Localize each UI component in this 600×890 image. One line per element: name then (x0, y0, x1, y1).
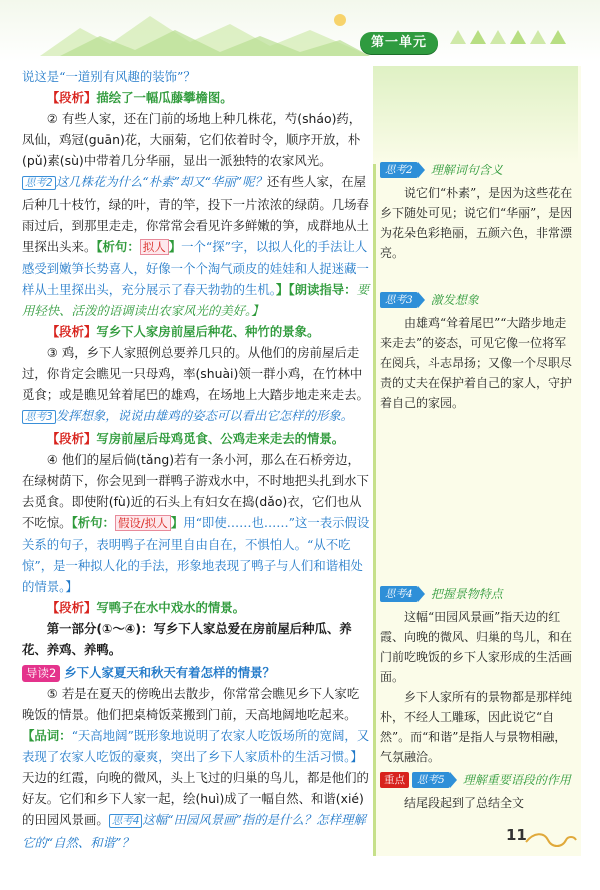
triangle-decoration-icon (450, 30, 466, 44)
mountain-decoration-icon (40, 6, 370, 56)
key-point-tag: 重点 (380, 772, 409, 788)
note-think-5: 重点 思考5 理解重要语段的作用 结尾段起到了总结全文 (380, 770, 575, 813)
guide-2-badge: 导读2 (22, 665, 60, 682)
triangle-decoration-icon (530, 30, 546, 44)
arrow-icon (418, 292, 425, 308)
think-4-box: 思考4 (109, 814, 143, 828)
think-3-box: 思考3 (22, 410, 56, 424)
paragraph-2: ② 有些人家，还在门前的场地上种几株花，芍(sháo)药，凤仙，鸡冠(guān)花，大丽菊，它们依着时令，顺序开放，朴(pǔ)素(sù)中带着几分华丽，显出一派独特的农家风光。 (22, 111, 362, 168)
rhetoric-tag: 假设/拟人 (115, 515, 171, 531)
think-3-tag: 思考3 (380, 292, 418, 308)
paragraph-5: ④ 他们的屋后倘(tǎng)若有一条小河，那么在石桥旁边，在绿树荫下，你会见到一群鸭子游戏水中，不时地把头扎到水下去觅食。即使附(fù)近的石头上有妇女在捣(dǎo)衣，它们也从不吃惊。【析句： 假设/拟人 】用“即使……也……”这一表示假设关系的句子，表明鸭子在河里自由自在，不惧怕人。“从不吃惊”，是一种拟人化的手法，形象地表现了鸭子与人们和谐相处的情景。】 (22, 452, 370, 594)
unit-badge: 第一单元 (360, 32, 438, 54)
note-think-2: 思考2 理解词句含义 说它们“朴素”，是因为这些花在乡下随处可见；说它们“华丽”，是因为花朵色彩艳丽，五颜六色，非常漂亮。 (380, 163, 573, 260)
arrow-icon (450, 772, 457, 788)
paragraph-analysis: 【段析】写乡下人家房前屋后种花、种竹的景象。 (46, 324, 320, 339)
note-think-4: 思考4 把握景物特点 这幅“田园风景画”指天边的红霞、向晚的微风、归巢的鸟儿，和在门前吃晚饭的乡下人家形成的生活画面。 乡下人家所有的景物都是那样纯朴，不经人工雕琢，因此说它“自然”。而“和谐”是指人与景物相融，气氛融洽。 (380, 587, 573, 764)
paragraph-3: 思考2 这几株花为什么“朴素”却又“华丽”呢？还有些人家，在屋后种几十枝竹，绿的叶，青的竿，投下一片浓浓的绿荫。几场春雨过后，到那里走走，你常常会看见许多鲜嫩的笋，成群地从土里探出头来。【析句： 拟人 】一个“探”字，以拟人化的手法让人感受到嫩笋长势喜人，好像一个个淘气顽皮的娃娃和人捉迷藏一样从土里探出头，充分展示了春天勃勃的生机。】【朗读指导：要用轻快、活泼的语调读出农家风光的美好。】 (22, 174, 369, 318)
swirl-decoration-icon (524, 830, 580, 850)
guide-question: 导读2 乡下人家夏天和秋天有着怎样的情景？ (22, 662, 370, 683)
paragraph-4: ③ 鸡，乡下人家照例总要养几只的。从他们的房前屋后走过，你肯定会瞧见一只母鸡，率(shuài)领一群小鸡，在竹林中觅食；或是瞧见耸着尾巴的雄鸡，在场地上大踏步地走来走去。思考3 发挥想象，说说由雄鸡的姿态可以看出它怎样的形象。 (22, 345, 369, 423)
page-number: 11 (506, 826, 527, 844)
note-think-3: 思考3 激发想象 由雄鸡“耸着尾巴”“大踏步地走来走去”的姿态，可见它像一位将军在阅兵，斗志昂扬；又像一个尽职尽责的丈夫在保护着自己的家人，守护着自己的家园。 (380, 293, 573, 410)
think-2-box: 思考2 (22, 176, 56, 190)
arrow-icon (418, 586, 425, 602)
think-5-tag: 思考5 (412, 772, 450, 788)
main-column (22, 66, 370, 853)
paragraph-analysis: 【段析】描绘了一幅瓜藤攀檐图。 (46, 90, 233, 105)
arrow-icon (418, 162, 425, 178)
question-continuation: 说这是“一道别有风趣的装饰”？ (22, 69, 196, 84)
sidebar-top-gradient (373, 66, 578, 164)
paragraph-analysis: 【段析】写房前屋后母鸡觅食、公鸡走来走去的情景。 (46, 431, 345, 446)
part-summary: 第一部分(①～④)：写乡下人家总爱在房前屋后种瓜、养花、养鸡、养鸭。 (22, 621, 352, 657)
triangle-decoration-icon (490, 30, 506, 44)
paragraph-analysis: 【段析】写鸭子在水中戏水的情景。 (46, 600, 246, 615)
think-2-tag: 思考2 (380, 162, 418, 178)
triangle-decoration-icon (510, 30, 526, 44)
paragraph-6: ⑤ 若是在夏天的傍晚出去散步，你常常会瞧见乡下人家吃晚饭的情景。他们把桌椅饭菜搬到门前，天高地阔地吃起来。【品词：“天高地阔”既形象地说明了农家人吃饭场所的宽阔，又表现了农家人吃饭的豪爽，突出了乡下人家质朴的生活习惯。】天边的红霞，向晚的微风，头上飞过的归巢的鸟儿，都是他们的好友。它们和乡下人家一起，绘(huì)成了一幅自然、和谐(xié)的田园风景画。 思考4 这幅“田园风景画”指的是什么？怎样理解它的“自然、和谐”？ (22, 686, 370, 850)
think-4-tag: 思考4 (380, 586, 418, 602)
triangle-decoration-icon (470, 30, 486, 44)
triangle-decoration-icon (550, 30, 566, 44)
rhetoric-tag: 拟人 (140, 239, 169, 255)
